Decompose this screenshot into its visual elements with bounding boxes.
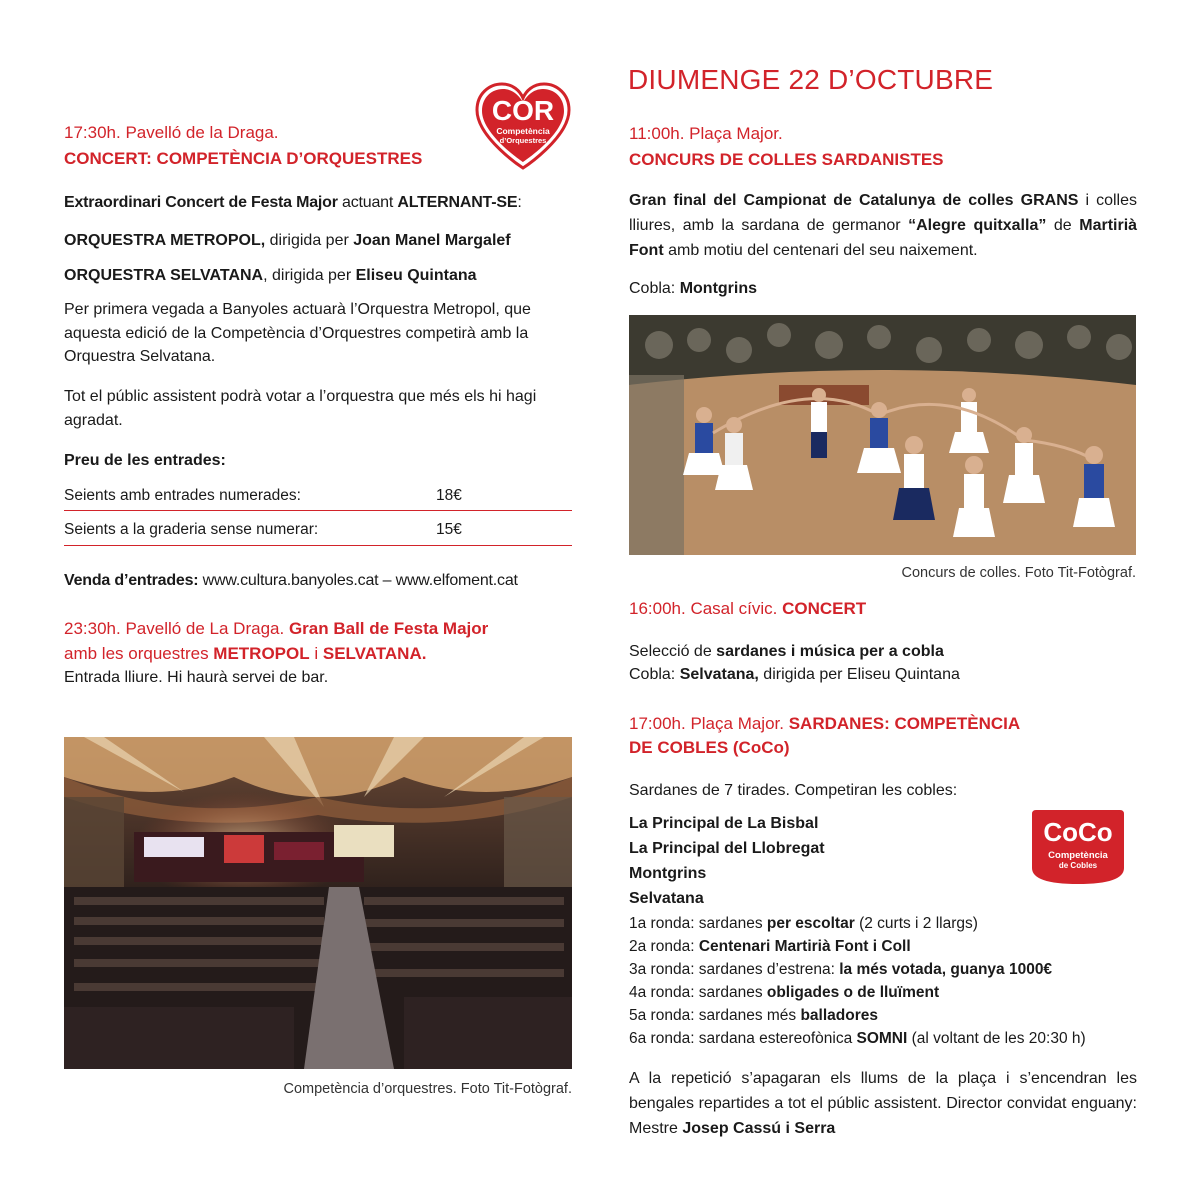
- ticket-sale-links[interactable]: www.cultura.banyoles.cat – www.elfoment.cat: [198, 572, 518, 589]
- round-item: 3a ronda: sardanes d’estrena: la més votada, guanya 1000€: [629, 961, 1053, 978]
- round-item: 2a ronda: Centenari Martirià Font i Coll: [629, 938, 911, 955]
- event2-line-2: Cobla: Selvatana, dirigida per Eliseu Quintana: [629, 666, 960, 683]
- event3-heading-1: 17:00h. Plaça Major. SARDANES: COMPETÈNCIA: [629, 714, 1021, 733]
- svg-text:Competència: Competència: [1048, 850, 1108, 861]
- concert-intro: Extraordinari Concert de Festa Major actuant ALTERNANT-SE:: [64, 194, 522, 211]
- cobla-item: La Principal del Llobregat: [629, 840, 825, 857]
- ball-line-2: amb les orquestres METROPOL i SELVATANA.: [64, 644, 427, 663]
- ball-line-1: 23:30h. Pavelló de La Draga. Gran Ball de Festa Major: [64, 619, 489, 638]
- price-row: Seients amb entrades numerades: 18€: [64, 481, 572, 511]
- day-title: DIUMENGE 22 D’OCTUBRE: [628, 64, 994, 95]
- svg-text:d’Orquestres: d’Orquestres: [499, 136, 547, 145]
- event1-title: CONCURS DE COLLES SARDANISTES: [629, 150, 944, 169]
- event3-intro: Sardanes de 7 tirades. Competiran les cobles:: [629, 782, 958, 799]
- event1-time-place: 11:00h. Plaça Major.: [629, 124, 783, 143]
- concert-paragraph-2: Tot el públic assistent podrà votar a l’orquestra que més els hi hagi agradat.: [64, 388, 537, 429]
- cobla-item: Selvatana: [629, 890, 704, 907]
- orchestra-selvatana: ORQUESTRA SELVATANA, dirigida per Eliseu Quintana: [64, 267, 477, 284]
- svg-text:Competència: Competència: [496, 126, 550, 136]
- event1-paragraph: Gran final del Campionat de Catalunya de colles GRANS i colles lliures, amb la sardana de germanor “Alegre quitxalla” de Martirià Font amb motiu del centenari del seu naixement.: [629, 192, 1138, 259]
- concert-title: CONCERT: COMPETÈNCIA D’ORQUESTRES: [64, 149, 423, 168]
- coco-logo: [1030, 808, 1126, 886]
- event3-closing: A la repetició s’apagaran els llums de la plaça i s’encendran les bengales repartides a tot el públic assistent. Director convidat enguany: Mestre Josep Cassú i Serra: [629, 1070, 1137, 1137]
- svg-text:de Cobles: de Cobles: [1058, 861, 1098, 870]
- round-item: 1a ronda: sardanes per escoltar (2 curts i 2 llargs): [629, 915, 978, 932]
- concert-time-place: 17:30h. Pavelló de la Draga.: [64, 123, 279, 142]
- ball-line-3: Entrada lliure. Hi haurà servei de bar.: [64, 669, 329, 686]
- cor-logo: [473, 80, 573, 172]
- round-item: 6a ronda: sardana estereofònica SOMNI (al voltant de les 20:30 h): [629, 1030, 1086, 1047]
- event3-heading-2: DE COBLES (CoCo): [629, 738, 790, 757]
- rounds-list: [629, 912, 1149, 1050]
- cobla-item: La Principal de La Bisbal: [629, 815, 819, 832]
- sardana-dancers-photo: [629, 315, 1136, 555]
- concert-photo-caption: Competència d’orquestres. Foto Tit-Fotògraf.: [283, 1081, 572, 1097]
- prices-title: Preu de les entrades:: [64, 452, 226, 469]
- coco-logo-text: CoCo: [1043, 817, 1113, 847]
- event2-line-1: Selecció de sardanes i música per a cobla: [629, 643, 944, 660]
- ticket-sale: Venda d’entrades: www.cultura.banyoles.cat – www.elfoment.cat: [64, 572, 518, 589]
- prices-table: [64, 481, 572, 546]
- price-row: Seients a la graderia sense numerar: 15€: [64, 515, 572, 545]
- event1-cobla: Cobla: Montgrins: [629, 280, 758, 297]
- concert-hall-photo: [64, 737, 572, 1069]
- concert-paragraph-1: Per primera vegada a Banyoles actuarà l’Orquestra Metropol, que aquesta edició de la Competència d’Orquestres competirà amb la Orquestra Selvatana.: [64, 301, 531, 365]
- round-item: 4a ronda: sardanes obligades o de lluïment: [629, 984, 940, 1001]
- cobla-item: Montgrins: [629, 865, 707, 882]
- orchestra-metropol: ORQUESTRA METROPOL, dirigida per Joan Manel Margalef: [64, 232, 511, 249]
- cobles-list: [629, 811, 989, 911]
- event2-heading: 16:00h. Casal cívic. CONCERT: [629, 599, 867, 618]
- sardana-photo-caption: Concurs de colles. Foto Tit-Fotògraf.: [901, 565, 1136, 581]
- round-item: 5a ronda: sardanes més balladores: [629, 1007, 878, 1024]
- cor-logo-text: COR: [491, 95, 555, 126]
